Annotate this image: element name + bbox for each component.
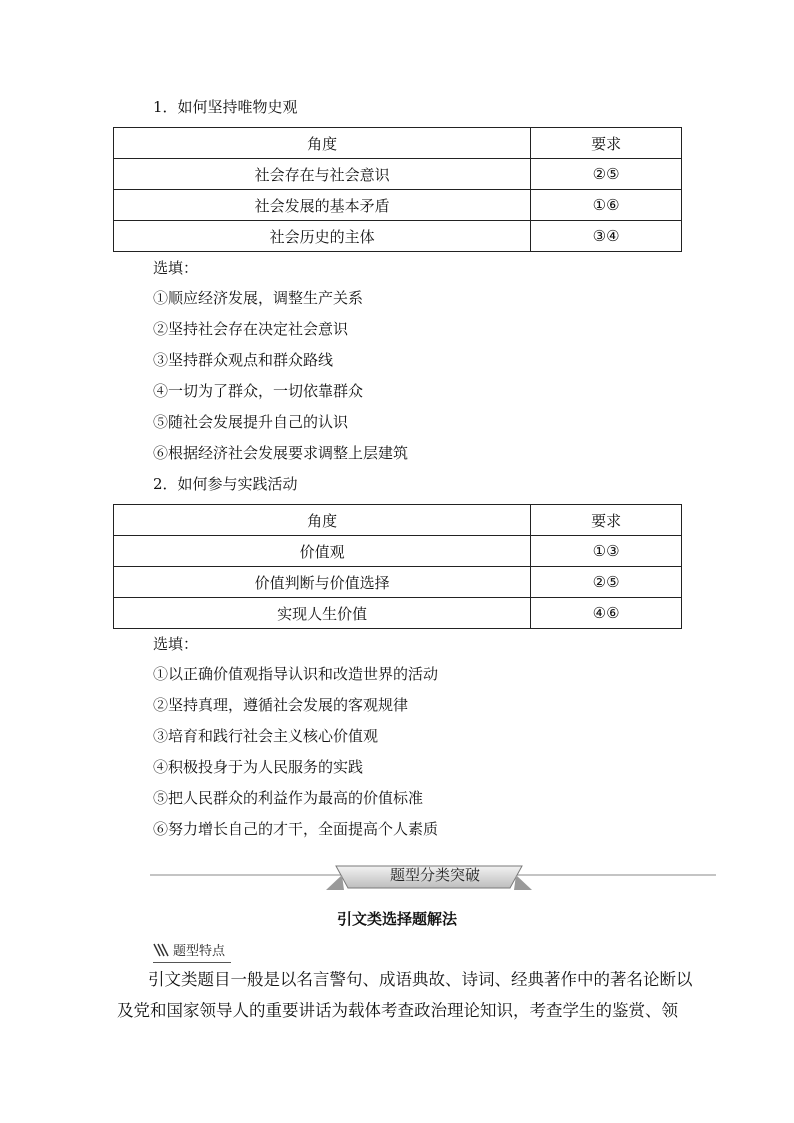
table-row bbox=[114, 159, 682, 190]
section-1-table bbox=[113, 127, 682, 252]
table-row bbox=[114, 598, 682, 629]
table-cell: ③④ bbox=[531, 221, 682, 252]
table-header-cell: 角度 bbox=[114, 128, 531, 159]
section-title: 引文类选择题解法 bbox=[336, 910, 457, 928]
tag-underline bbox=[153, 962, 231, 963]
table-header-row bbox=[114, 128, 682, 159]
paragraph-line: 引文类题目一般是以名言警句、成语典故、诗词、经典著作中的著名论断以 bbox=[148, 970, 693, 989]
table-cell: 社会发展的基本矛盾 bbox=[114, 190, 531, 221]
list-item: ⑤随社会发展提升自己的认识 bbox=[153, 413, 349, 431]
tag-label: 题型特点 bbox=[173, 944, 226, 959]
table-cell: ①⑥ bbox=[531, 190, 682, 221]
options-label: 选填： bbox=[153, 635, 199, 653]
table-row bbox=[114, 190, 682, 221]
list-item: ⑥努力增长自己的才干，全面提高个人素质 bbox=[153, 820, 439, 838]
table-cell: 实现人生价值 bbox=[114, 598, 531, 629]
table-row bbox=[114, 567, 682, 598]
table-header-cell: 角度 bbox=[114, 505, 531, 536]
list-item: ②坚持社会存在决定社会意识 bbox=[153, 320, 349, 338]
banner-label: 题型分类突破 bbox=[389, 866, 480, 884]
table-cell: ①③ bbox=[531, 536, 682, 567]
section-1-heading: 1．如何坚持唯物史观 bbox=[153, 98, 298, 116]
list-item: ③培育和践行社会主义核心价值观 bbox=[153, 727, 379, 745]
table-header-cell: 要求 bbox=[531, 128, 682, 159]
table-row bbox=[114, 221, 682, 252]
table-cell: 价值判断与价值选择 bbox=[114, 567, 531, 598]
list-item: ①顺应经济发展，调整生产关系 bbox=[153, 289, 364, 307]
table-cell: 价值观 bbox=[114, 536, 531, 567]
list-item: ⑥根据经济社会发展要求调整上层建筑 bbox=[153, 444, 409, 462]
list-item: ②坚持真理，遵循社会发展的客观规律 bbox=[153, 696, 409, 714]
section-2-heading: 2．如何参与实践活动 bbox=[153, 475, 298, 493]
list-item: ⑤把人民群众的利益作为最高的价值标准 bbox=[153, 789, 424, 807]
table-cell: 社会历史的主体 bbox=[114, 221, 531, 252]
table-row bbox=[114, 536, 682, 567]
list-item: ④一切为了群众，一切依靠群众 bbox=[153, 382, 364, 400]
table-header-row bbox=[114, 505, 682, 536]
table-cell: ④⑥ bbox=[531, 598, 682, 629]
table-cell: ②⑤ bbox=[531, 159, 682, 190]
list-item: ③坚持群众观点和群众路线 bbox=[153, 351, 334, 369]
table-cell: ②⑤ bbox=[531, 567, 682, 598]
table-header-cell: 要求 bbox=[531, 505, 682, 536]
list-item: ①以正确价值观指导认识和改造世界的活动 bbox=[153, 665, 439, 683]
options-label: 选填： bbox=[153, 259, 199, 277]
section-2-table bbox=[113, 504, 682, 629]
paragraph-line: 及党和国家领导人的重要讲话为载体考查政治理论知识，考查学生的鉴赏、领 bbox=[117, 1001, 678, 1020]
table-cell: 社会存在与社会意识 bbox=[114, 159, 531, 190]
list-item: ④积极投身于为人民服务的实践 bbox=[153, 758, 364, 776]
tag bbox=[153, 942, 225, 962]
hatch-icon bbox=[153, 943, 173, 957]
